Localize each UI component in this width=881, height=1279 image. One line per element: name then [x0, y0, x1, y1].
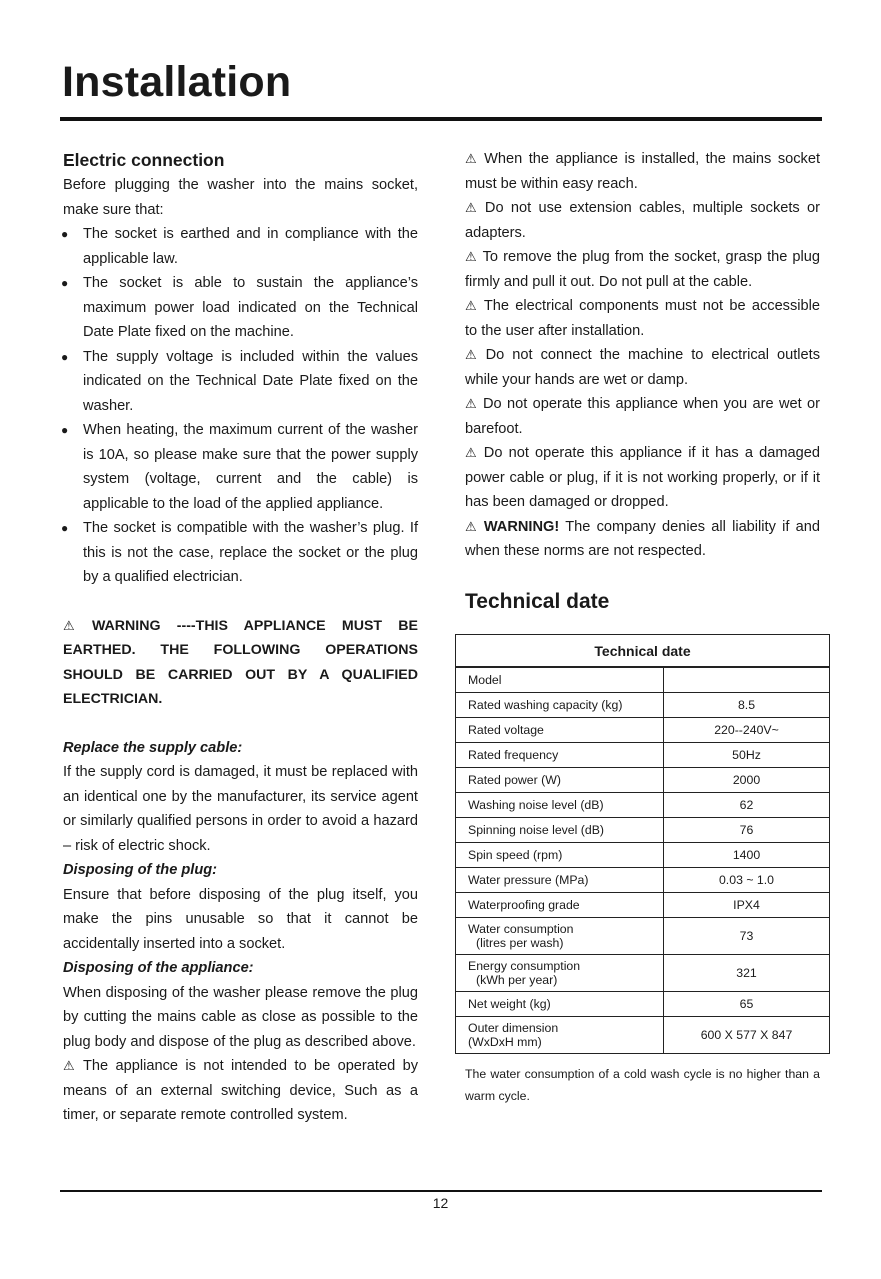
table-row	[456, 793, 830, 818]
table-title: Technical date	[456, 635, 830, 668]
safety-warning-text: Do not connect the machine to electrical outlets while your hands are wet or damp.	[465, 347, 821, 388]
safety-warning-text: Do not operate this appliance when you are wet or barefoot.	[465, 396, 820, 437]
list-item: ● The supply voltage is included within the values indicated on the Technical Date Plate fixed on the washer.	[63, 345, 418, 419]
list-item: ● The socket is earthed and in compliance with the applicable law.	[63, 222, 418, 271]
plug-text: Ensure that before disposing of the plug itself, you make the pins unusable so that it cannot be accidentally inserted into a socket.	[63, 886, 418, 952]
warning-icon: ⚠	[465, 347, 481, 362]
switching-warning	[63, 1054, 418, 1128]
row-value: 2000	[664, 768, 830, 793]
row-value: 50Hz	[664, 743, 830, 768]
row-value: IPX4	[664, 893, 830, 918]
technical-heading: Technical date	[465, 589, 610, 613]
safety-warning	[465, 147, 820, 196]
page-title: Installation	[62, 58, 292, 106]
row-label-line: Water consumption	[468, 922, 574, 936]
safety-warning	[465, 294, 820, 343]
row-label: Model	[456, 667, 664, 693]
safety-warning	[465, 196, 820, 245]
row-label: Washing noise level (dB)	[456, 793, 664, 818]
list-item: ● When heating, the maximum current of the washer is 10A, so please make sure that the power supply system (voltage, current and the cable) is applicable to the load of the applied appliance.	[63, 418, 418, 516]
technical-note: The water consumption of a cold wash cycle is no higher than a warm cycle.	[465, 1067, 820, 1103]
final-warning	[465, 515, 820, 564]
row-value: 1400	[664, 843, 830, 868]
row-value: 321	[664, 955, 830, 992]
page-number: 12	[432, 1195, 449, 1211]
electric-intro: Before plugging the washer into the mains socket, make sure that:	[63, 177, 418, 218]
technical-table	[455, 634, 830, 1054]
row-value	[664, 667, 830, 693]
row-label: Rated washing capacity (kg)	[456, 693, 664, 718]
row-label-line: Energy consumption	[468, 959, 581, 973]
row-label-line: Outer dimension	[468, 1021, 559, 1035]
electric-bullet-list	[63, 222, 418, 590]
row-label: Rated frequency	[456, 743, 664, 768]
table-row	[456, 955, 830, 992]
row-value: 76	[664, 818, 830, 843]
table-row	[456, 992, 830, 1017]
warning-icon: ⚠	[63, 617, 87, 633]
replace-text: If the supply cord is damaged, it must be replaced with an identical one by the manufacturer, its service agent or similarly qualified persons in order to avoid a hazard – risk of electric shock.	[63, 764, 418, 854]
row-value: 220--240V~	[664, 718, 830, 743]
warning-icon: ⚠	[465, 151, 480, 166]
list-item: ● The socket is compatible with the washer’s plug. If this is not the case, replace the socket or the plug by a qualified electrician.	[63, 516, 418, 590]
row-label-line: (kWh per year)	[476, 973, 558, 987]
right-column	[465, 147, 820, 616]
safety-warning	[465, 441, 820, 515]
row-label: Rated power (W)	[456, 768, 664, 793]
safety-warning-text: The electrical components must not be accessible to the user after installation.	[465, 298, 820, 339]
table-row	[456, 1017, 830, 1054]
row-label-line: (litres per wash)	[476, 936, 564, 950]
row-label: Rated voltage	[456, 718, 664, 743]
final-warning-text: The company denies all liability if and when these norms are not respected.	[465, 518, 820, 559]
table-row	[456, 918, 830, 955]
switching-warning-text: The appliance is not intended to be operated by means of an external switching device, Such as a timer, or separate remote controlled system.	[63, 1058, 418, 1123]
row-label: Water pressure (MPa)	[456, 868, 664, 893]
warning-icon: ⚠	[465, 396, 478, 411]
warning-icon: ⚠	[465, 200, 480, 215]
table-row	[456, 818, 830, 843]
row-value: 600 X 577 X 847	[664, 1017, 830, 1054]
row-label: Net weight (kg)	[456, 992, 664, 1017]
warning-icon: ⚠	[465, 249, 478, 264]
table-row	[456, 693, 830, 718]
plug-heading: Disposing of the plug:	[63, 862, 218, 878]
warning-icon: ⚠	[465, 518, 479, 534]
list-item: ● The socket is able to sustain the appliance’s maximum power load indicated on the Technical Date Plate fixed on the machine.	[63, 271, 418, 345]
safety-warning-text: Do not operate this appliance if it has a damaged power cable or plug, if it is not working properly, or if it has been damaged or dropped.	[465, 445, 821, 510]
row-label-line: (WxDxH mm)	[468, 1035, 542, 1049]
electric-heading: Electric connection	[63, 150, 225, 170]
row-label	[456, 955, 664, 992]
row-label: Spin speed (rpm)	[456, 843, 664, 868]
row-label: Spinning noise level (dB)	[456, 818, 664, 843]
appliance-text: When disposing of the washer please remove the plug by cutting the mains cable as close as possible to the plug body and dispose of the plug as described above.	[63, 984, 418, 1050]
warning-icon: ⚠	[465, 298, 479, 313]
final-warning-label: WARNING!	[483, 518, 560, 535]
table-row	[456, 718, 830, 743]
row-label	[456, 918, 664, 955]
safety-warning-text: Do not use extension cables, multiple sockets or adapters.	[465, 200, 821, 241]
earthing-warning-text: WARNING ----THIS APPLIANCE MUST BE EARTHED. THE FOLLOWING OPERATIONS SHOULD BE CARRIED OUT BY A QUALIFIED ELECTRICIAN.	[63, 617, 419, 707]
appliance-heading: Disposing of the appliance:	[63, 960, 254, 976]
earthing-warning	[63, 614, 418, 712]
safety-warning-text: To remove the plug from the socket, grasp the plug firmly and pull it out. Do not pull at the cable.	[465, 249, 820, 290]
table-row	[456, 868, 830, 893]
replace-heading: Replace the supply cable:	[63, 739, 243, 756]
table-row	[456, 843, 830, 868]
title-rule	[60, 117, 822, 121]
left-column	[63, 147, 418, 1128]
safety-warning	[465, 245, 820, 294]
safety-warning	[465, 392, 820, 441]
row-value: 62	[664, 793, 830, 818]
safety-warning-text: When the appliance is installed, the mains socket must be within easy reach.	[465, 151, 821, 192]
safety-warning	[465, 343, 820, 392]
table-header-row	[456, 635, 830, 668]
table-row	[456, 893, 830, 918]
table-row	[456, 667, 830, 693]
table-row	[456, 768, 830, 793]
row-value: 8.5	[664, 693, 830, 718]
warning-icon: ⚠	[63, 1058, 78, 1073]
warning-icon: ⚠	[465, 445, 479, 460]
row-label	[456, 1017, 664, 1054]
table-row	[456, 743, 830, 768]
footer-rule	[60, 1190, 822, 1192]
row-value: 65	[664, 992, 830, 1017]
row-value: 73	[664, 918, 830, 955]
row-label: Waterproofing grade	[456, 893, 664, 918]
row-value: 0.03 ~ 1.0	[664, 868, 830, 893]
